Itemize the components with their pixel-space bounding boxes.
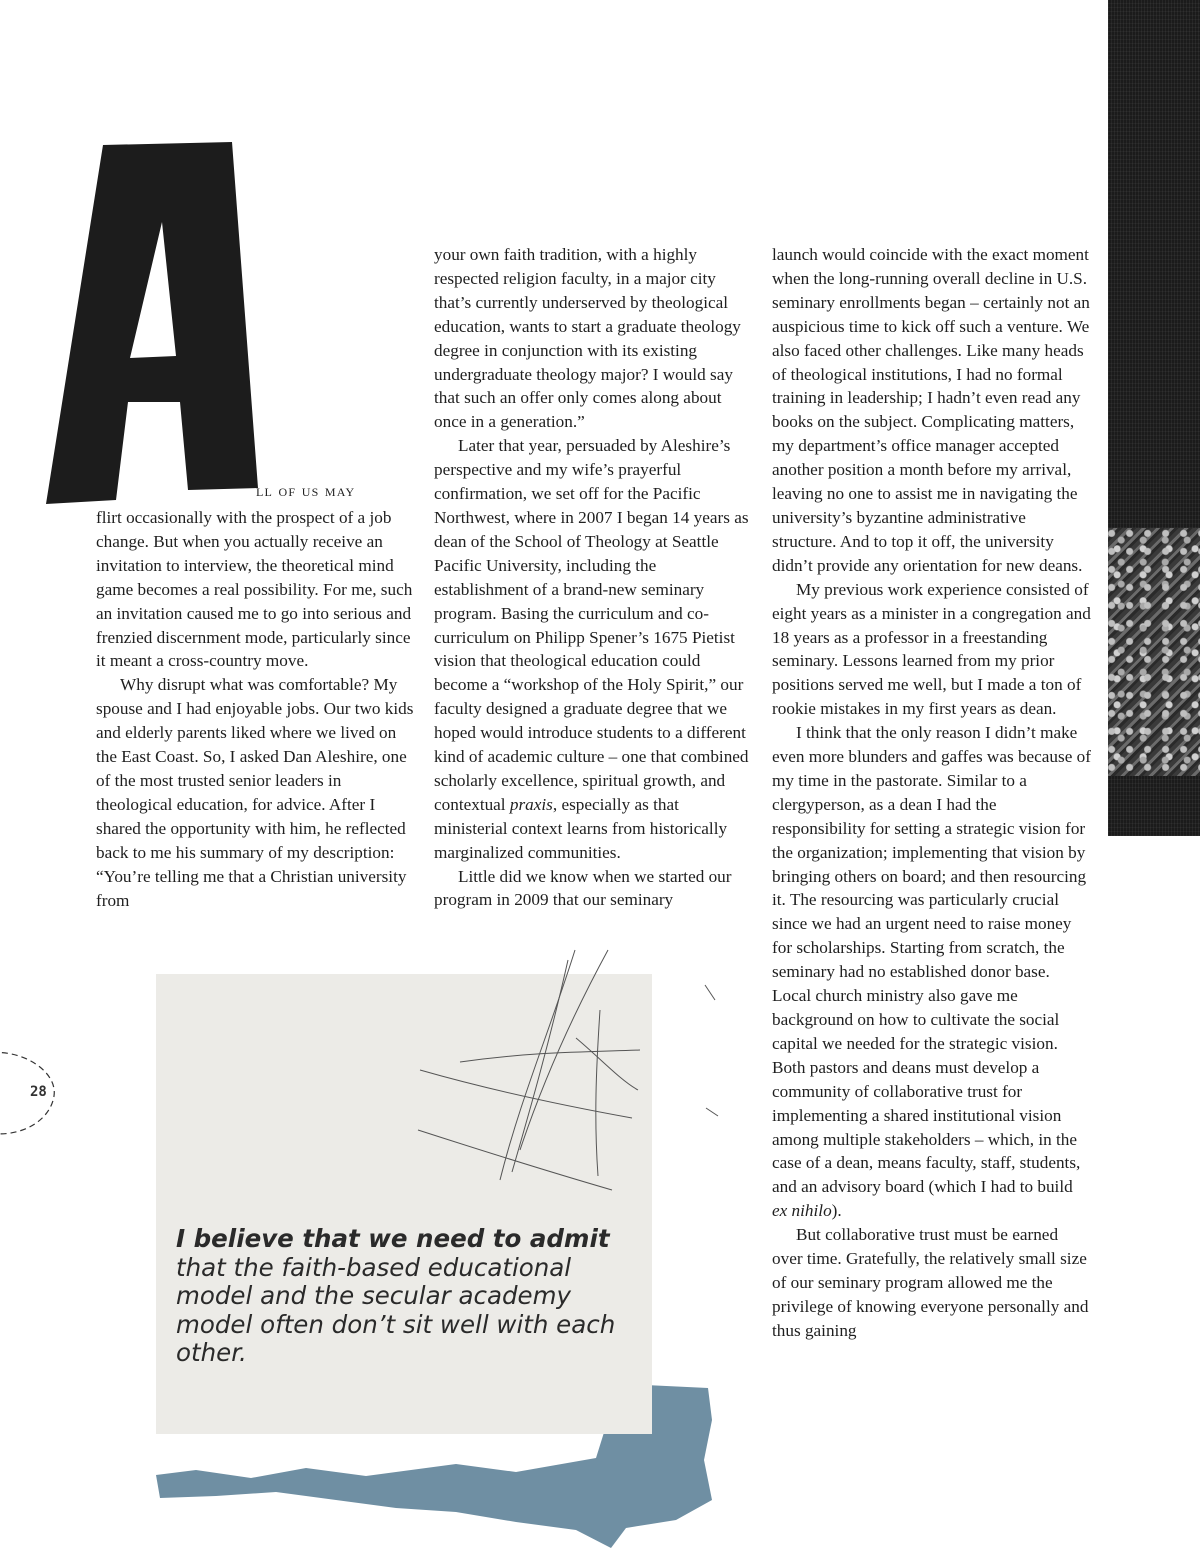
text-run: I think that the only reason I didn’t make even more blunders and gaffes was because of my time in the pastorate. Similar to a clergyperson, as a dean I had the responsibility for setting a strategic vision for the organization; implementing that vision by bringing others on board; and then resourcing it. The resourcing was particularly crucial since we had an urgent need to raise money for scholarships. Starting from scratch, the seminary had no established donor base. Local church ministry also gave me background on how to cultivate the social capital we needed for the strategic vision. Both pastors and deans must develop a community of collaborative trust for implementing a shared institutional vision among multiple stakeholders – which, in the case of a dean, means faculty, staff, students, and an advisory board (which I had to build [772, 723, 1091, 1197]
page-number: 28 [30, 1084, 47, 1100]
pull-quote-rest: that the faith-based educational model and the secular academy model often don’t sit well with each other. [176, 1252, 616, 1367]
article-column-3 [772, 243, 1092, 1343]
pull-quote-bold: I believe that we need to admit [176, 1224, 610, 1253]
text-run: ). [831, 1201, 842, 1221]
italic-term: ex nihilo [772, 1201, 832, 1221]
article-column-2 [434, 243, 752, 912]
paragraph [434, 434, 752, 864]
paragraph: But collaborative trust must be earned over time. Gratefully, the relatively small size of our seminary program allowed me the privilege of knowing everyone personally and thus gaining [772, 1225, 1089, 1340]
italic-term: praxis [509, 794, 553, 814]
paragraph: Little did we know when we started our program in 2009 that our seminary [434, 866, 732, 910]
paragraph: My previous work experience consisted of eight years as a minister in a congregation and 18 years as a professor in a freestanding seminary. Lessons learned from my prior positions served me well, but I made a ton of rookie mistakes in my first years as dean. [772, 579, 1091, 719]
pencil-scribble [400, 940, 730, 1210]
paragraph: flirt occasionally with the prospect of a job change. But when you actually receive an invitation to interview, the theoretical mind game becomes a real possibility. For me, such an invitation caused me to go into serious and frenzied discernment mode, particularly since it meant a cross-country move. [96, 508, 413, 671]
drop-cap-letter [40, 140, 270, 510]
text-run: Later that year, persuaded by Aleshire’s perspective and my wife’s prayerful confirmation, we set off for the Pacific Northwest, where in 2007 I began 14 years as dean of the School of Theology at Seattle Pacific University, including the establishment of a brand-new seminary program. Basing the curriculum and co-curriculum on Philipp Spener’s 1675 Pietist vision that theological education could become a “workshop of the Holy Spirit,” our faculty designed a graduate degree that we hoped would introduce students to a different kind of academic culture – one that combined scholarly excellence, spiritual growth, and contextual [434, 436, 749, 814]
pull-quote-text [176, 1225, 646, 1368]
paragraph: your own faith tradition, with a highly respected religion faculty, in a major city that’s currently underserved by theological education, wants to start a graduate theology degree in conjunction with its existing undergraduate theology major? I would say that such an offer only comes along about once in a generation.” [434, 245, 741, 432]
lead-in-text: ll of us may [256, 481, 356, 500]
paragraph: launch would coincide with the exact moment when the long-running overall decline in U.S. seminary enrollments began – certainly not an auspicious time to kick off such a venture. We also faced other challenges. Like many heads of theological institutions, I had no formal training in leadership; I hadn’t even read any books on the subject. Complicating matters, my department’s office manager accepted another position a month before my arrival, leaving no one to assist me in navigating the university’s byzantine administrative structure. And to top it off, the university didn’t provide any orientation for new deans. [772, 245, 1090, 575]
text-run: , especially as that ministerial context learns from historically marginalized communities. [434, 794, 728, 862]
edge-photo-fragment [1108, 528, 1200, 776]
page-number-circle [0, 1048, 56, 1138]
drop-cap [40, 140, 270, 510]
paragraph: Why disrupt what was comfortable? My spouse and I had enjoyable jobs. Our two kids and elderly parents liked where we lived on the East Coast. So, I asked Dan Aleshire, one of the most trusted senior leaders in theological education, for advice. After I shared the opportunity with him, he reflected back to me his summary of my description: “You’re telling me that a Christian university from [96, 675, 414, 910]
paragraph [772, 721, 1092, 1223]
article-column-1 [96, 506, 414, 912]
